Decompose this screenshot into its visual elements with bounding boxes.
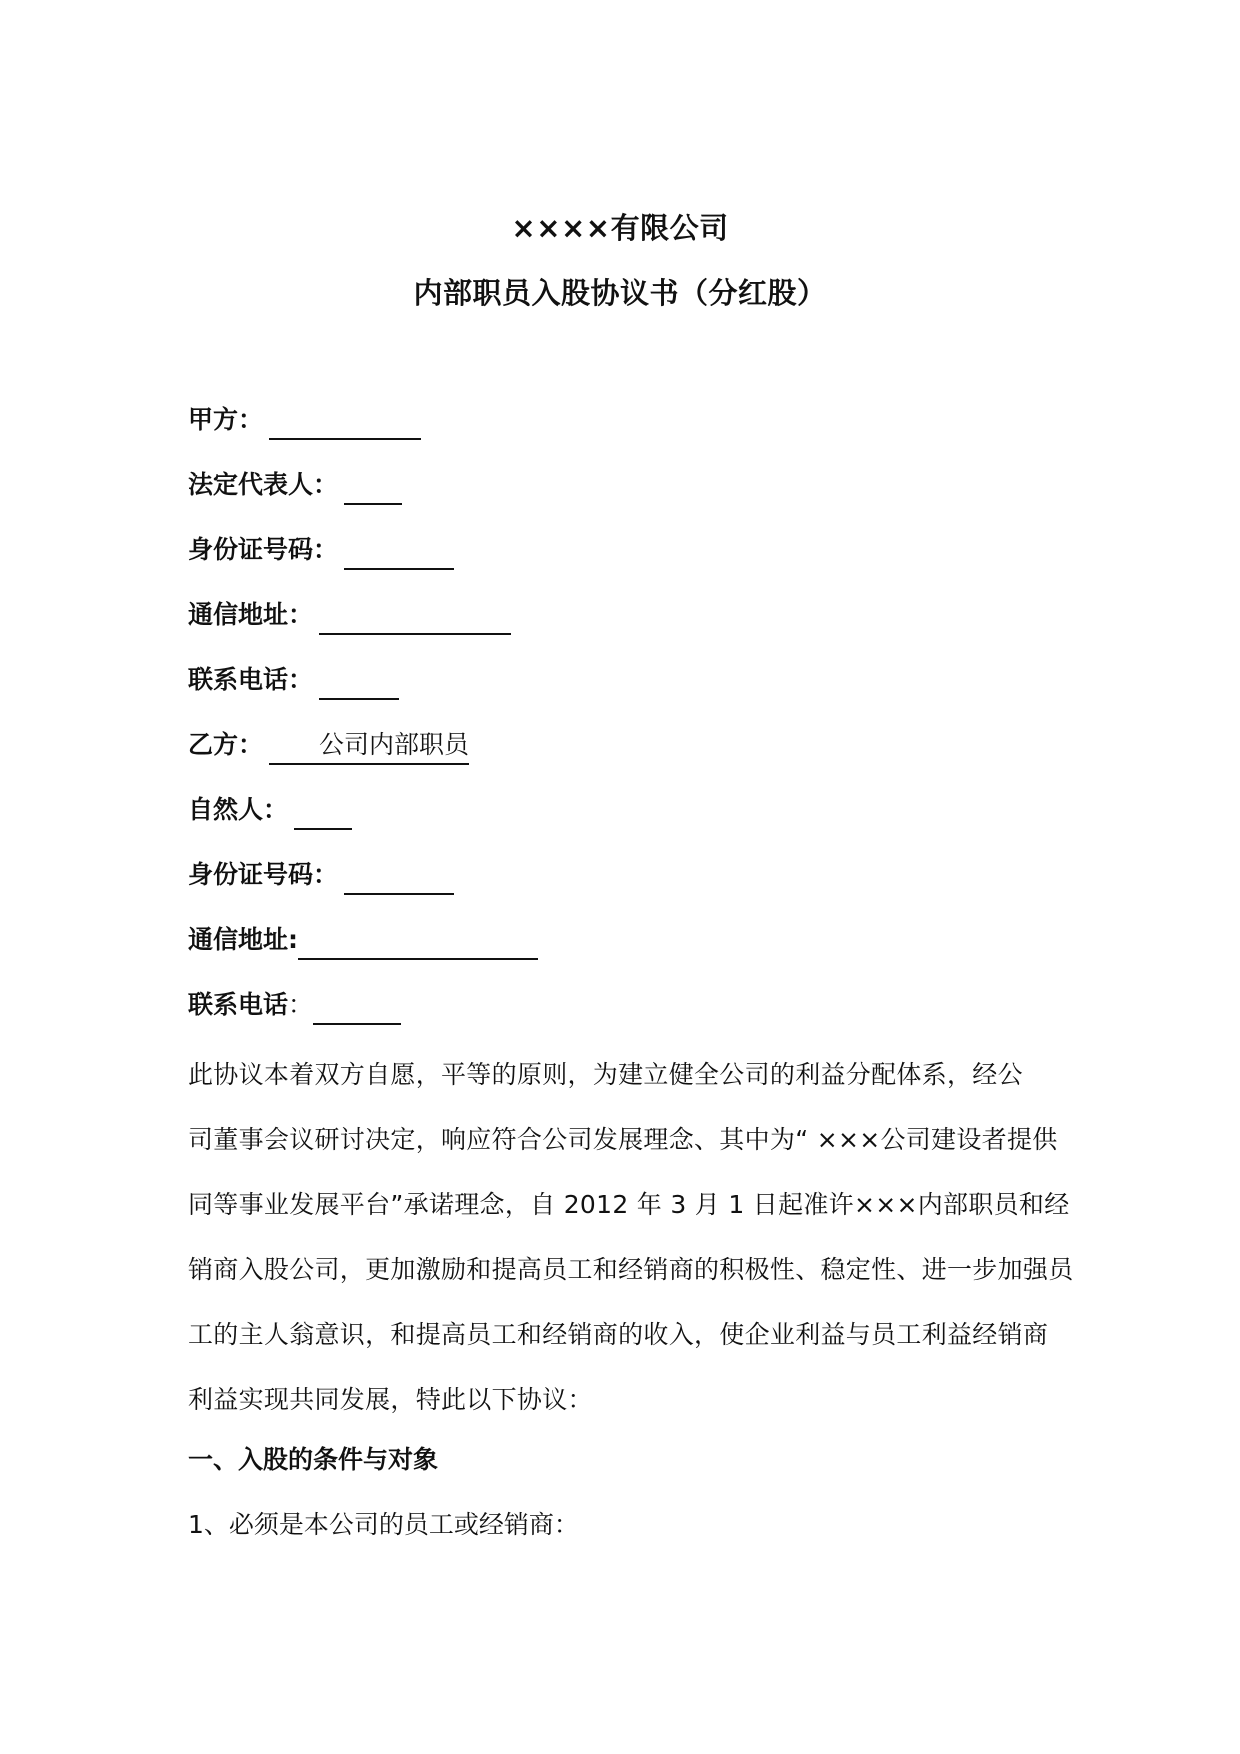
intro-line: 此协议本着双方自愿，平等的原则，为建立健全公司的利益分配体系，经公: [188, 1060, 1023, 1089]
company-title: ××××有限公司: [511, 211, 729, 245]
party-b-phone-colon: ：: [288, 990, 314, 1019]
intro-line: 工的主人翁意识，和提高员工和经销商的收入，使企业利益与员工利益经销商: [188, 1320, 1049, 1349]
intro-line: 同等事业发展平台”承诺理念，自 2012 年 3 月 1 日起准许×××内部职员和经: [188, 1190, 1070, 1219]
party-b-phone-label: 联系电话: [188, 990, 289, 1019]
section-heading: 一、入股的条件与对象: [188, 1445, 439, 1474]
party-a-id-field: [188, 530, 454, 570]
party-a-phone-field: [188, 660, 399, 700]
intro-line: 司董事会议研讨决定，响应符合公司发展理念、其中为“ ×××公司建设者提供: [188, 1125, 1058, 1154]
party-b-id-blank: [344, 862, 454, 895]
party-b-phone-field: [188, 985, 401, 1025]
party-a-id-blank: [344, 537, 454, 570]
intro-line: 利益实现共同发展，特此以下协议：: [188, 1385, 593, 1414]
party-a-address-label: 通信地址：: [188, 600, 314, 629]
party-b-value: 公司内部职员: [269, 727, 469, 765]
natural-person-blank: [294, 797, 352, 830]
party-a-label: 甲方：: [188, 405, 264, 434]
party-a-field: [188, 400, 421, 440]
party-a-id-label: 身份证号码：: [188, 535, 339, 564]
party-b-label: 乙方：: [188, 730, 264, 759]
party-a-address-field: [188, 595, 511, 635]
party-a-phone-blank: [319, 667, 399, 700]
party-a-blank: [269, 407, 421, 440]
legal-rep-blank: [344, 472, 402, 505]
natural-person-label: 自然人：: [188, 795, 289, 824]
legal-rep-field: [188, 465, 402, 505]
party-b-field: [188, 725, 469, 765]
legal-rep-label: 法定代表人：: [188, 470, 339, 499]
party-b-address-blank: [298, 927, 538, 960]
party-b-id-field: [188, 855, 454, 895]
party-b-phone-blank: [313, 992, 401, 1025]
natural-person-field: [188, 790, 352, 830]
party-b-address-label: 通信地址:: [188, 925, 298, 954]
agreement-title: 内部职员入股协议书（分红股）: [413, 276, 827, 310]
party-a-phone-label: 联系电话：: [188, 665, 314, 694]
list-item: 1、必须是本公司的员工或经销商：: [188, 1510, 579, 1539]
party-b-address-field: [188, 920, 538, 960]
intro-paragraph: [188, 1042, 1074, 1432]
party-a-address-blank: [319, 602, 511, 635]
party-b-id-label: 身份证号码：: [188, 860, 339, 889]
intro-line: 销商入股公司，更加激励和提高员工和经销商的积极性、稳定性、进一步加强员: [188, 1255, 1074, 1284]
